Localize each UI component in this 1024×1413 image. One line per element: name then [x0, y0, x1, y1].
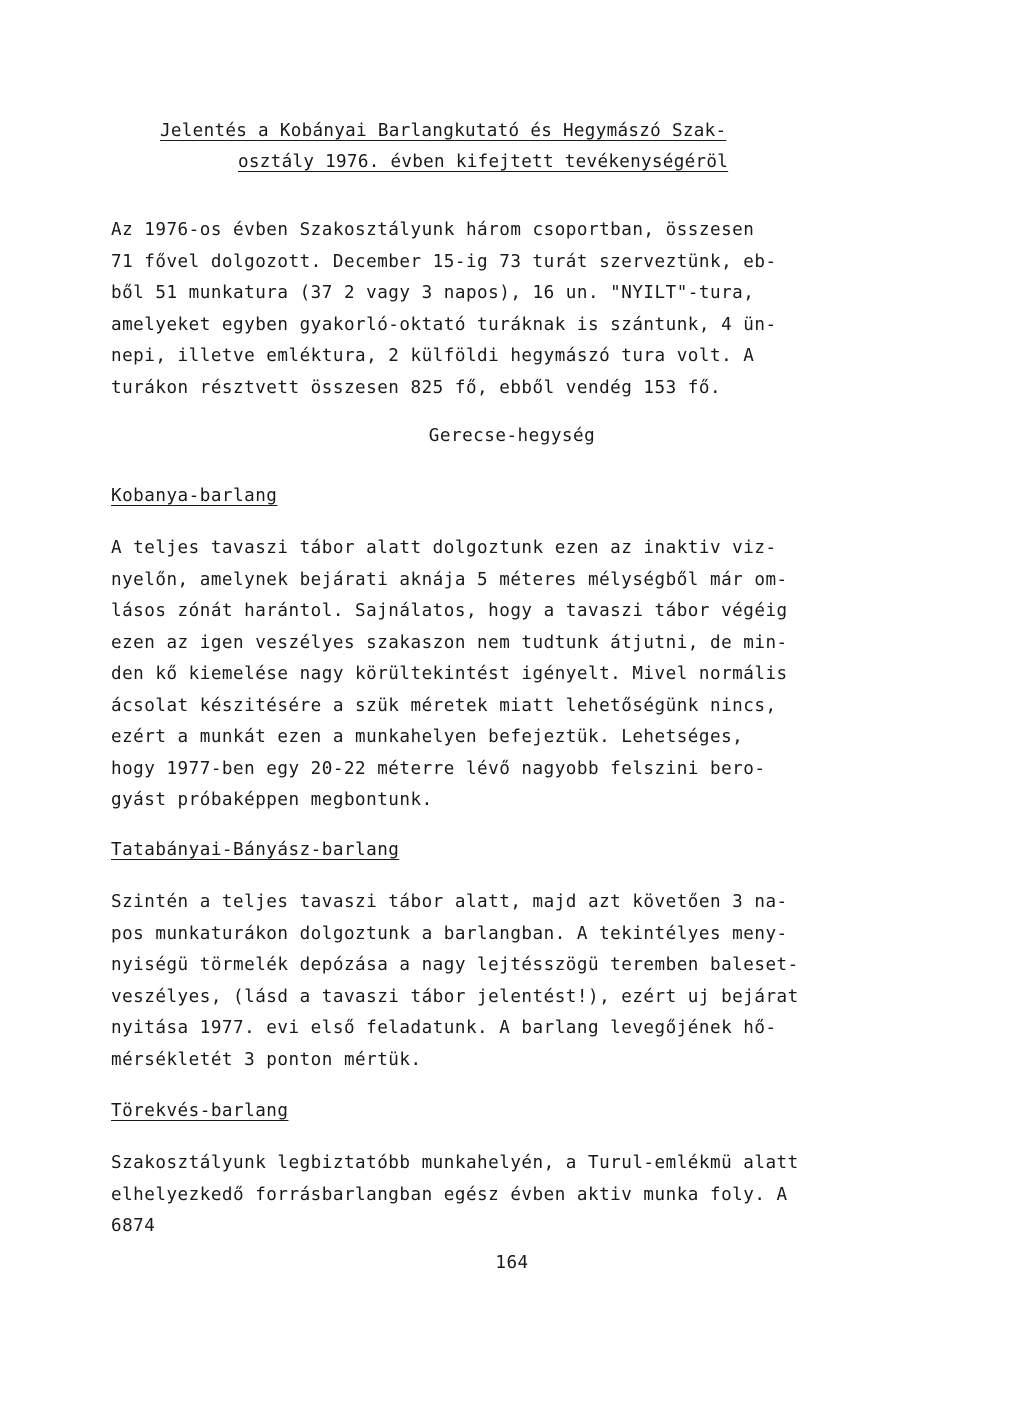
text-line: nyiségü törmelék depózása a nagy lejtésszögü teremben baleset-: [111, 955, 799, 975]
text-line: mérsékletét 3 ponton mértük.: [111, 1049, 422, 1070]
text-line: A teljes tavaszi tábor alatt dolgoztunk ezen az inaktiv viz-: [111, 538, 777, 558]
text-line: turákon résztvett összesen 825 fő, ebből vendég 153 fő.: [111, 377, 722, 398]
section-paragraph-torekves: [111, 1148, 911, 1243]
text-line: 71 fővel dolgozott. December 15-ig 73 turát szerveztünk, eb-: [111, 251, 777, 272]
section-heading-torekves: Törekvés-barlang: [111, 1101, 289, 1121]
intro-paragraph: [111, 215, 911, 404]
text-line: ácsolat készitésére a szük méretek miatt lehetőségünk nincs,: [111, 695, 777, 716]
text-line: Szintén a teljes tavaszi tábor alatt, majd azt követően 3 na-: [111, 892, 788, 912]
text-line: 6874: [111, 1216, 156, 1236]
text-line: lásos zónát harántol. Sajnálatos, hogy a tavaszi tábor végéig: [111, 601, 788, 621]
text-line: amelyeket egyben gyakorló-oktató turáknak is szántunk, 4 ün-: [111, 314, 777, 335]
text-line: elhelyezkedő forrásbarlangban egész évben aktiv munka foly. A: [111, 1184, 788, 1205]
text-line: Szakosztályunk legbiztatóbb munkahelyén, a Turul-emlékmü alatt: [111, 1153, 799, 1173]
text-line: hogy 1977-ben egy 20-22 méterre lévő nagyobb felszini bero-: [111, 758, 766, 779]
text-line: ezért a munkát ezen a munkahelyen befejeztük. Lehetséges,: [111, 727, 744, 747]
text-line: Az 1976-os évben Szakosztályunk három csoportban, összesen: [111, 220, 755, 240]
page-number: 164: [495, 1253, 529, 1273]
text-line: ezen az igen veszélyes szakaszon nem tudtunk átjutni, de min-: [111, 632, 788, 653]
section-heading-kobanya: Kobanya-barlang: [111, 486, 278, 506]
text-line: nyelőn, amelynek bejárati aknája 5 méteres mélységből már om-: [111, 569, 788, 590]
report-title: [160, 116, 880, 178]
text-line: den kő kiemelése nagy körültekintést igényelt. Mivel normális: [111, 664, 788, 684]
section-paragraph-kobanya: [111, 533, 911, 817]
text-line: nyitása 1977. evi első feladatunk. A barlang levegőjének hő-: [111, 1018, 777, 1038]
section-heading-tatabanyai: Tatabányai-Bányász-barlang: [111, 840, 400, 860]
section-paragraph-tatabanyai: [111, 887, 911, 1076]
text-line: nepi, illetve emléktura, 2 külföldi hegymászó tura volt. A: [111, 346, 755, 366]
region-heading: Gerecse-hegység: [428, 426, 596, 446]
title-line-1: Jelentés a Kobányai Barlangkutató és Hegymászó Szak-: [160, 121, 727, 141]
text-line: ből 51 munkatura (37 2 vagy 3 napos), 16 un. "NYILT"-tura,: [111, 283, 755, 303]
text-line: veszélyes, (lásd a tavaszi tábor jelentést!), ezért uj bejárat: [111, 986, 799, 1007]
title-line-2: osztály 1976. évben kifejtett tevékenységéröl: [238, 152, 729, 172]
text-line: pos munkaturákon dolgoztunk a barlangban. A tekintélyes meny-: [111, 923, 788, 944]
text-line: gyást próbaképpen megbontunk.: [111, 790, 433, 810]
